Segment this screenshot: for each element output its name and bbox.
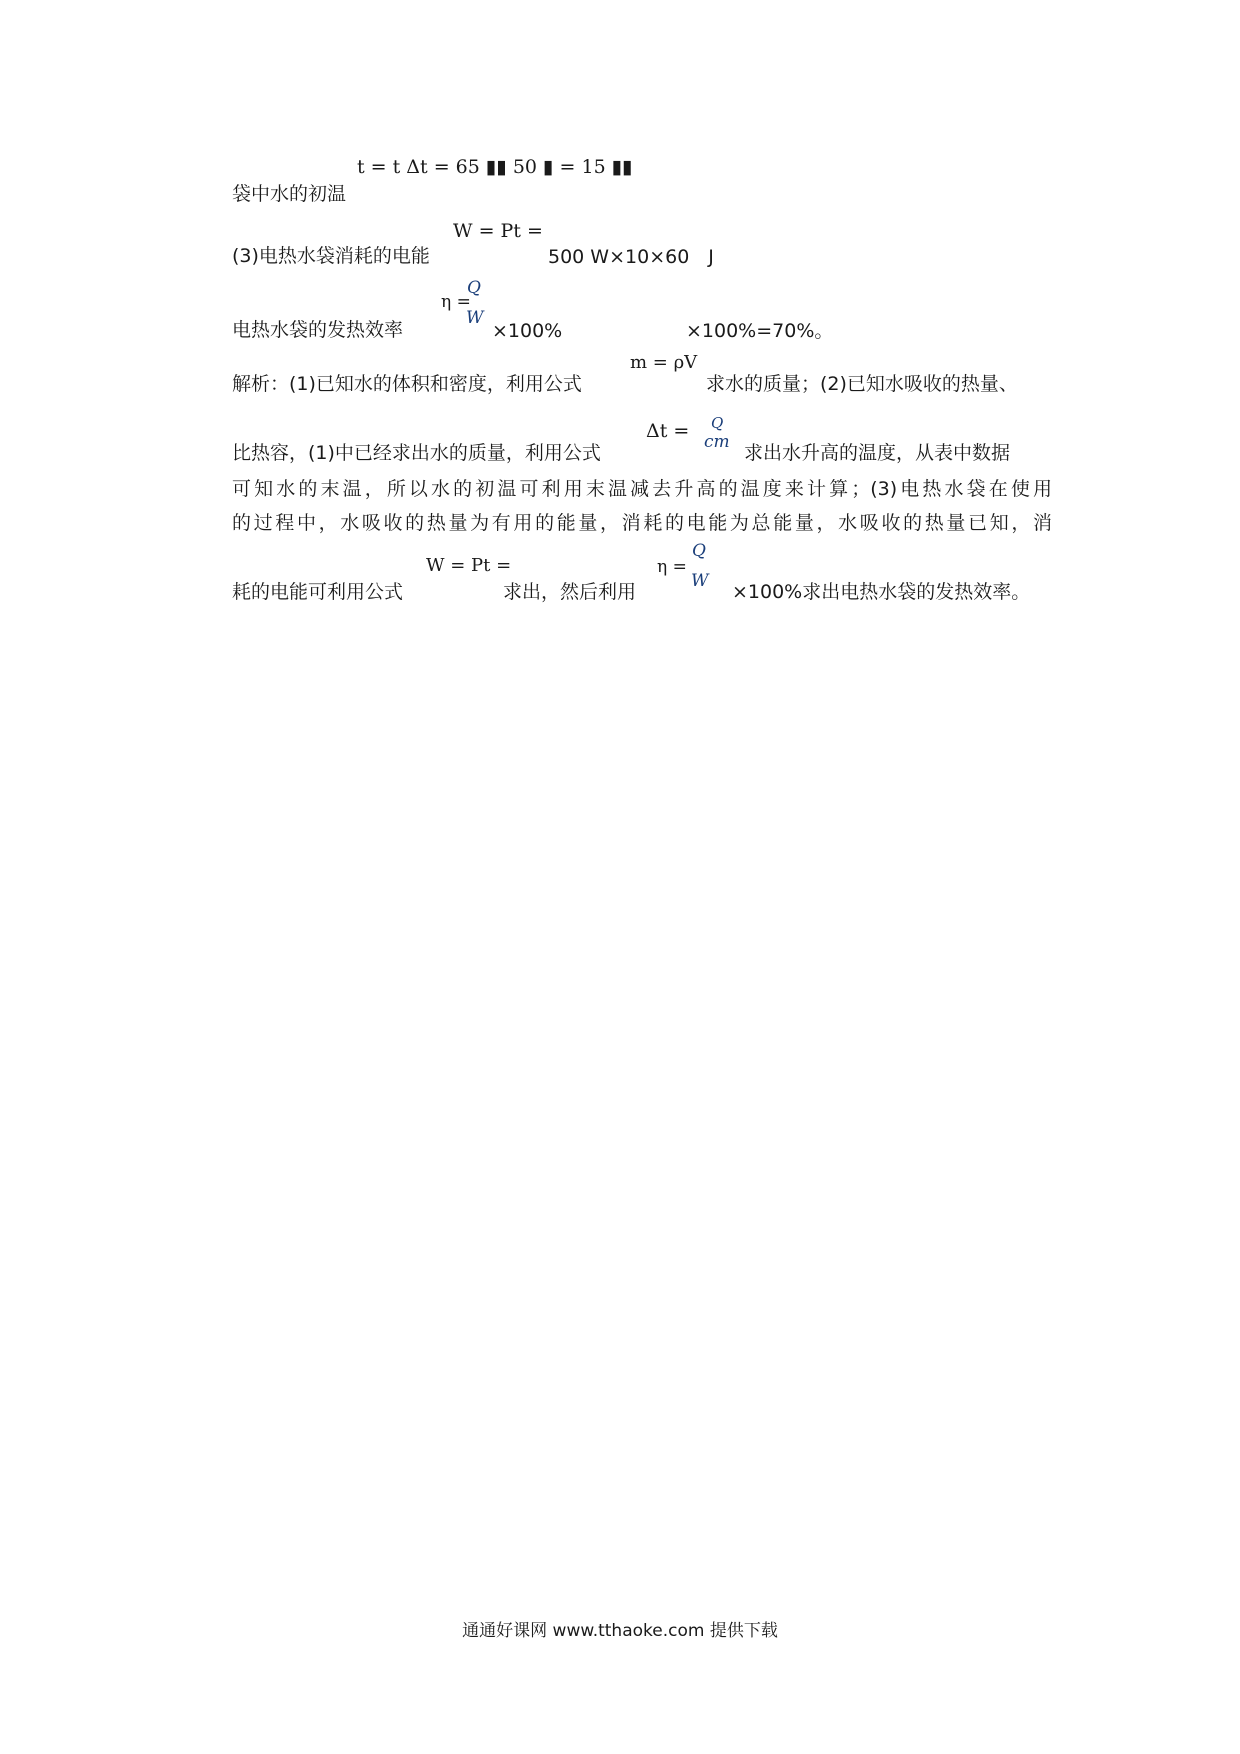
efficiency-value-2 (686, 319, 833, 343)
formula-work-2 (426, 555, 511, 576)
line-analysis-1a (232, 372, 582, 396)
analysis-5a-text: 耗的电能可利用公式 (232, 581, 404, 603)
text-efficiency-label: 电热水袋的发热效率 (232, 319, 404, 341)
eta-2-text: η = (657, 557, 687, 577)
line-analysis-4 (232, 511, 1052, 535)
formula-efficiency-eta-2 (657, 557, 687, 577)
analysis-2a-text: 比热容，(1)中已经求出水的质量，利用公式 (232, 442, 601, 464)
analysis-1a-text: 解析：(1)已知水的体积和密度，利用公式 (232, 373, 582, 395)
page-footer (0, 1616, 1240, 1641)
efficiency-den-2-text: W (691, 571, 709, 591)
energy-value (548, 245, 714, 269)
formula-work-2-text: W = Pt = (426, 555, 512, 576)
eta-text: η = (441, 292, 471, 312)
analysis-2b-text: 求出水升高的温度，从表中数据 (744, 442, 1011, 464)
analysis-5b-text: 求出，然后利用 (503, 581, 637, 603)
efficiency-num-text: Q (467, 278, 481, 298)
analysis-3-text: 可知水的末温，所以水的初温可利用末温减去升高的温度来计算；(3)电热水袋在使用 (232, 478, 1052, 500)
line-efficiency (232, 318, 1052, 342)
delta-t-num-text: Q (711, 414, 724, 432)
efficiency-value-1 (492, 319, 562, 343)
analysis-4-text: 的过程中，水吸收的热量为有用的能量，消耗的电能为总能量，水吸收的热量已知，消 (232, 512, 1052, 534)
formula-mass-text: m = ρV (630, 352, 698, 373)
efficiency-numerator-2 (692, 541, 706, 561)
footer-text: 通通好课网 www.tthaoke.com 提供下载 (462, 1621, 778, 1641)
formula-initial-temp-text: t = t Δt = 65 ▮▮ 50 ▮ = 15 ▮▮ (357, 156, 633, 178)
text-energy-label: (3)电热水袋消耗的电能 (232, 245, 430, 267)
line-analysis-5a (232, 580, 403, 604)
line-analysis-5c (732, 580, 1030, 604)
efficiency-value-2-text: ×100%=70%。 (686, 320, 834, 342)
efficiency-value-1-text: ×100% (492, 320, 563, 342)
text-initial-temp: 袋中水的初温 (232, 183, 347, 205)
line-analysis-1b (706, 372, 1018, 396)
efficiency-num-2-text: Q (692, 541, 706, 561)
formula-delta-t-text: Δt = (646, 420, 690, 442)
formula-initial-temp (357, 156, 633, 178)
delta-t-den-text: cm (704, 432, 730, 452)
line-initial-temp-label (232, 182, 1052, 206)
efficiency-numerator (467, 278, 481, 298)
formula-mass (630, 352, 697, 373)
line-analysis-2a (232, 441, 601, 465)
line-analysis-2b (744, 441, 1010, 465)
delta-t-denominator (704, 432, 730, 452)
line-analysis-3 (232, 477, 1052, 501)
line-analysis-5b (503, 580, 636, 604)
formula-work (453, 220, 543, 242)
analysis-5c-text: ×100%求出电热水袋的发热效率。 (732, 581, 1031, 603)
formula-delta-t (646, 420, 689, 442)
energy-value-text: 500 W×10×60 J (548, 246, 714, 268)
efficiency-den-text: W (466, 308, 484, 328)
analysis-1b-text: 求水的质量；(2)已知水吸收的热量、 (706, 373, 1018, 395)
delta-t-numerator (711, 414, 723, 432)
efficiency-denominator-2 (691, 571, 708, 591)
formula-work-text: W = Pt = (453, 220, 543, 242)
